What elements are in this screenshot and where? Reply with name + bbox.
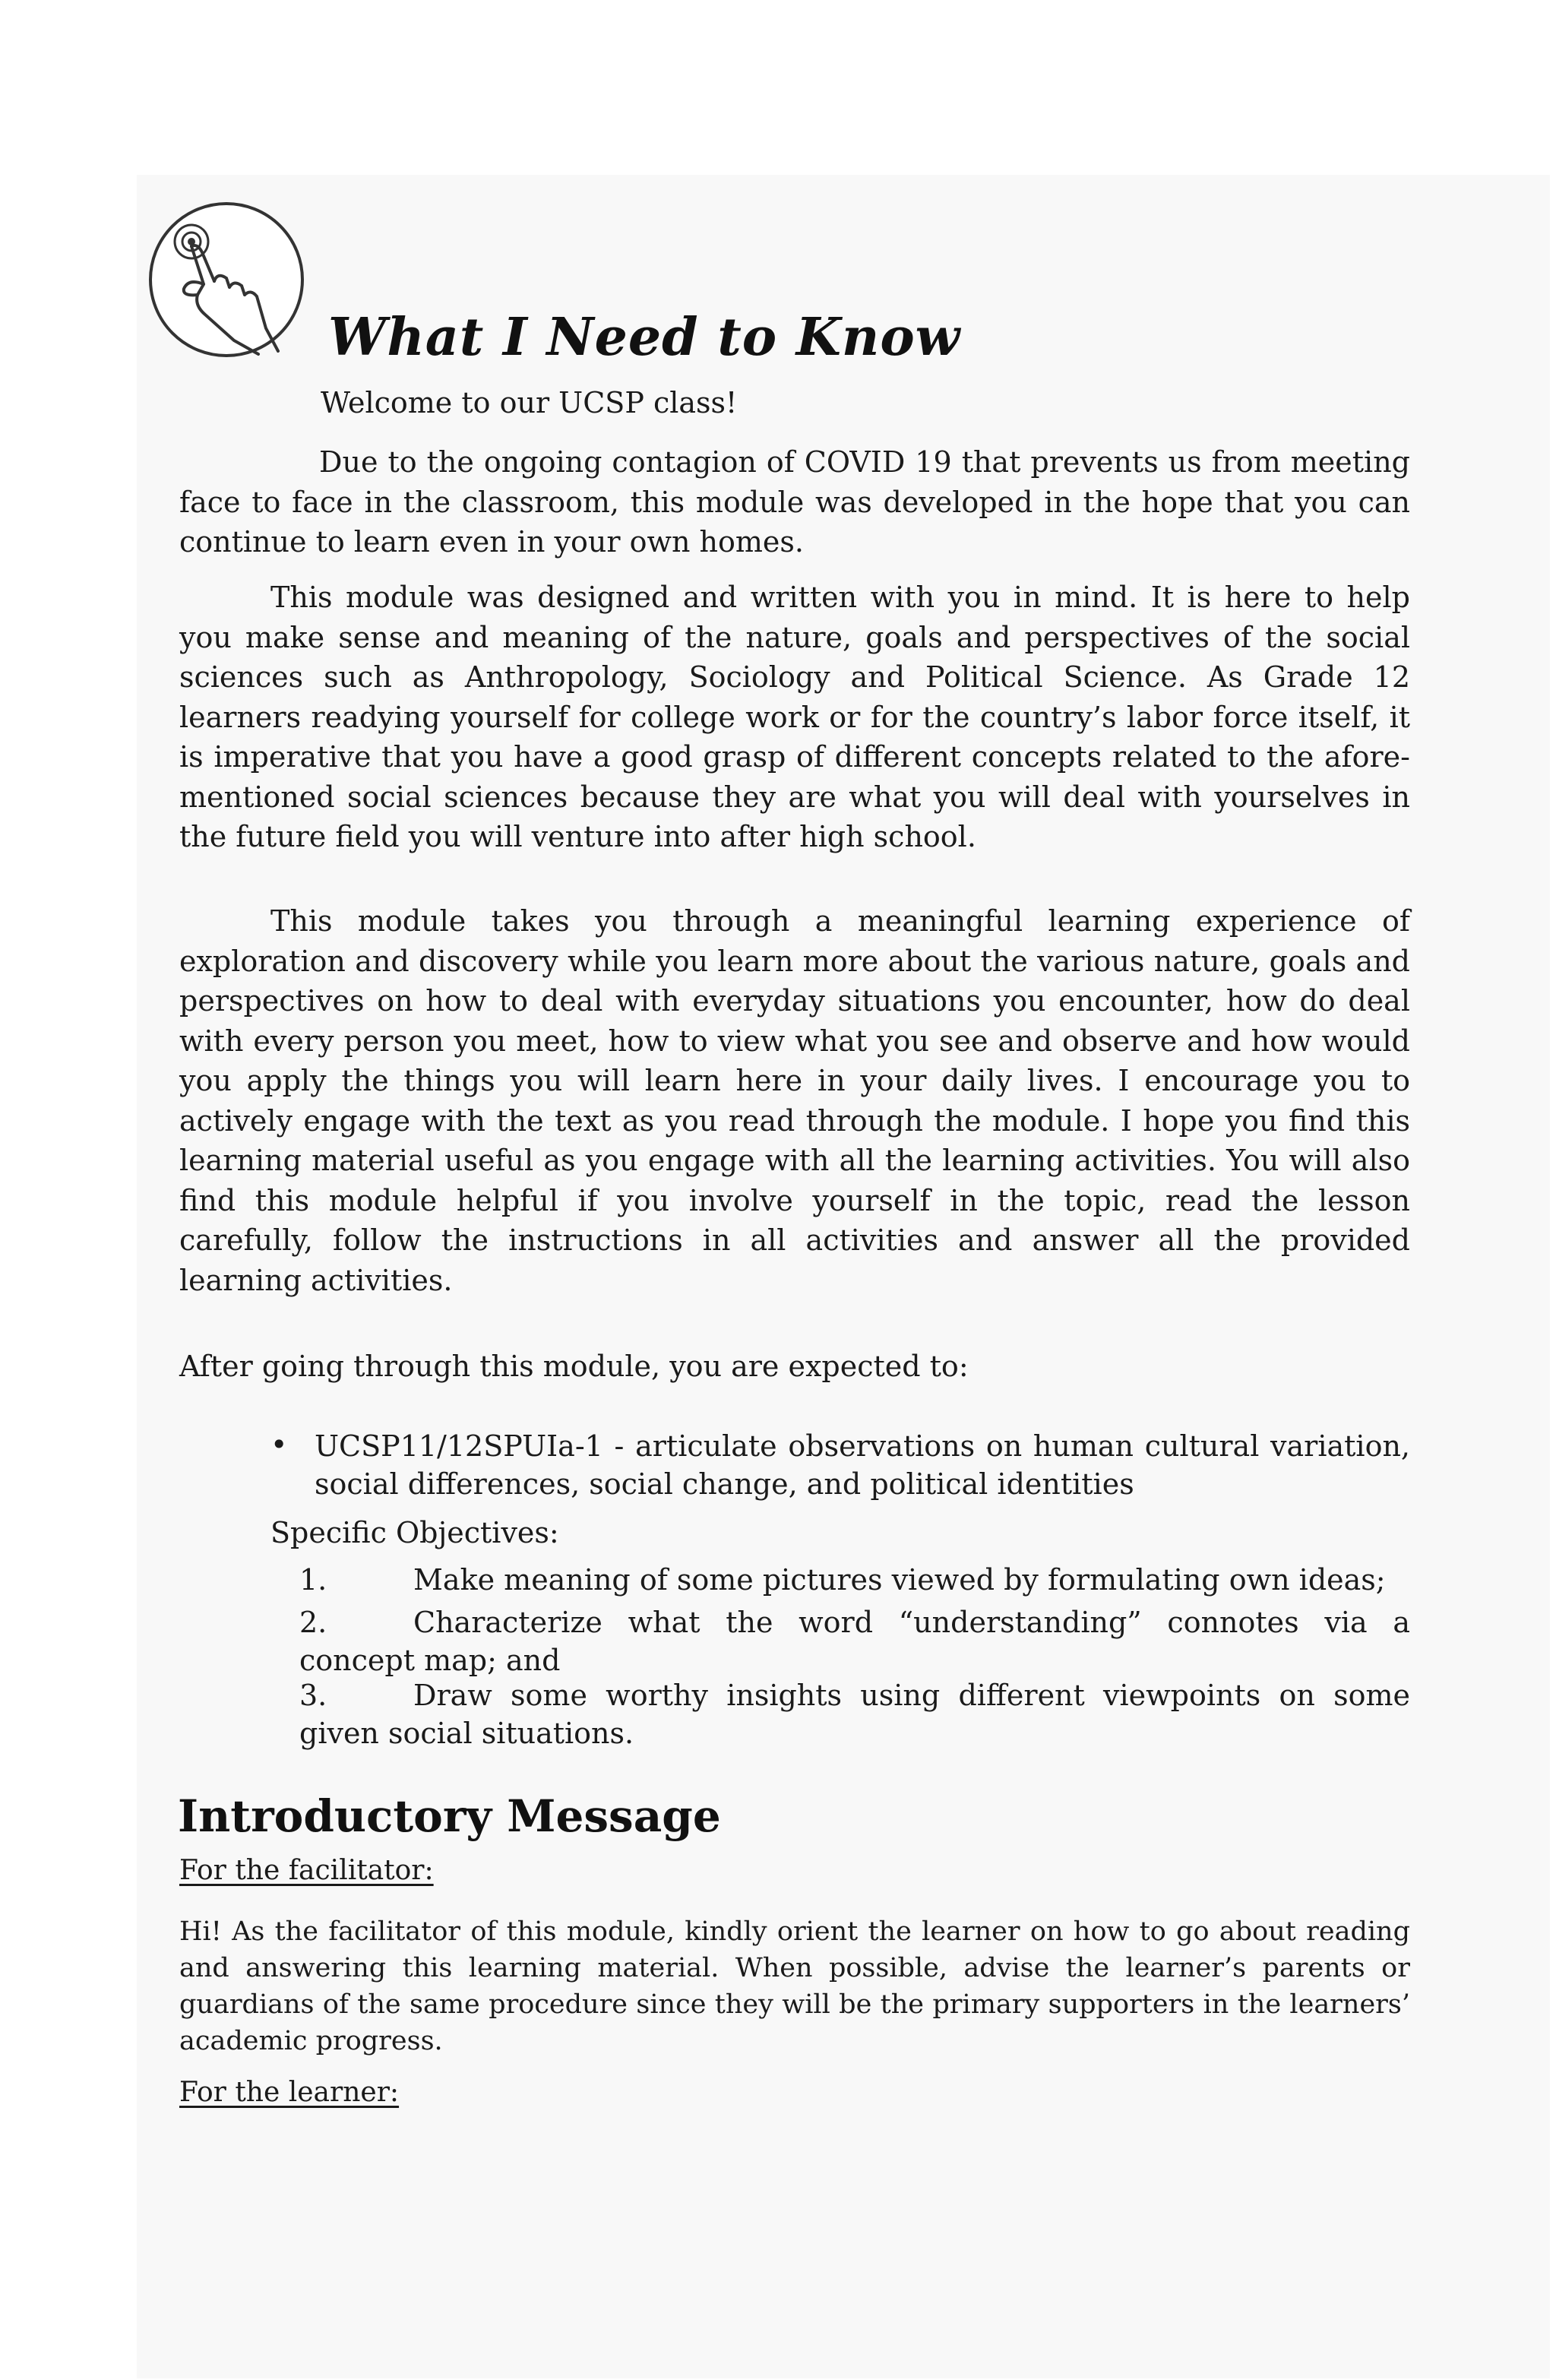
objective-text: Make meaning of some pictures viewed by formulating own ideas;: [413, 1563, 1386, 1597]
objective-item: [299, 1676, 1410, 1752]
objective-number: 3.: [299, 1679, 327, 1712]
paragraph-intro: Due to the ongoing contagion of COVID 19 that prevents us from meeting face to face in the classroom, this module was developed in the hope that you can continue to learn even in your own homes.: [179, 445, 1410, 559]
objective-text: Characterize what the word “understanding” connotes via a concept map; and: [299, 1606, 1410, 1677]
objective-item: [299, 1603, 1410, 1679]
objective-text: Draw some worthy insights using different viewpoints on some given social situations.: [299, 1679, 1410, 1750]
welcome-text: Welcome to our UCSP class!: [321, 386, 738, 419]
specific-objectives-label: Specific Objectives:: [270, 1516, 559, 1549]
bullet-icon: •: [270, 1428, 288, 1461]
objective-number: 2.: [299, 1606, 327, 1639]
objective-number: 1.: [299, 1563, 327, 1597]
facilitator-text: Hi! As the facilitator of this module, kindly orient the learner on how to go about reading and answering this learning material. When possible, advise the learner’s parents or guardians of the same procedure since they will be the primary supporters in the learners’ academic progress.: [179, 1916, 1410, 2056]
introductory-message-heading: Introductory Message: [178, 1790, 721, 1842]
paragraph-expectations: After going through this module, you are expected to:: [179, 1350, 969, 1383]
learner-label: For the learner:: [179, 2077, 400, 2108]
paragraph-purpose: This module was designed and written with you in mind. It is here to help you make sense and meaning of the nature, goals and perspectives of the social sciences such as Anthropology, Sociology and Political Science. As Grade 12 learners readying yourself for college work or for the country’s labor force itself, it is imperative that you have a good grasp of different concepts related to the afore-mentioned social sciences because they are what you will deal with yourselves in the future field you will venture into after high school.: [179, 581, 1410, 853]
tap-hand-icon: [144, 199, 315, 357]
paragraph-experience: This module takes you through a meaningful learning experience of exploration and discovery while you learn more about the various nature, goals and perspectives on how to deal with everyday situations you encounter, how do deal with every person you meet, how to view what you see and observe and how would you apply the things you will learn here in your daily lives. I encourage you to actively engage with the text as you read through the module. I hope you find this learning material useful as you engage with all the learning activities. You will also find this module helpful if you involve yourself in the topic, read the lesson carefully, follow the instructions in all activities and answer all the provided learning activities.: [179, 904, 1410, 1297]
competency-item: UCSP11/12SPUIa-1 - articulate observations on human cultural variation, social differences, social change, and political identities: [315, 1429, 1410, 1501]
objective-item: [299, 1561, 1410, 1599]
section-heading: What I Need to Know: [328, 307, 961, 368]
facilitator-label: For the facilitator:: [179, 1855, 434, 1886]
